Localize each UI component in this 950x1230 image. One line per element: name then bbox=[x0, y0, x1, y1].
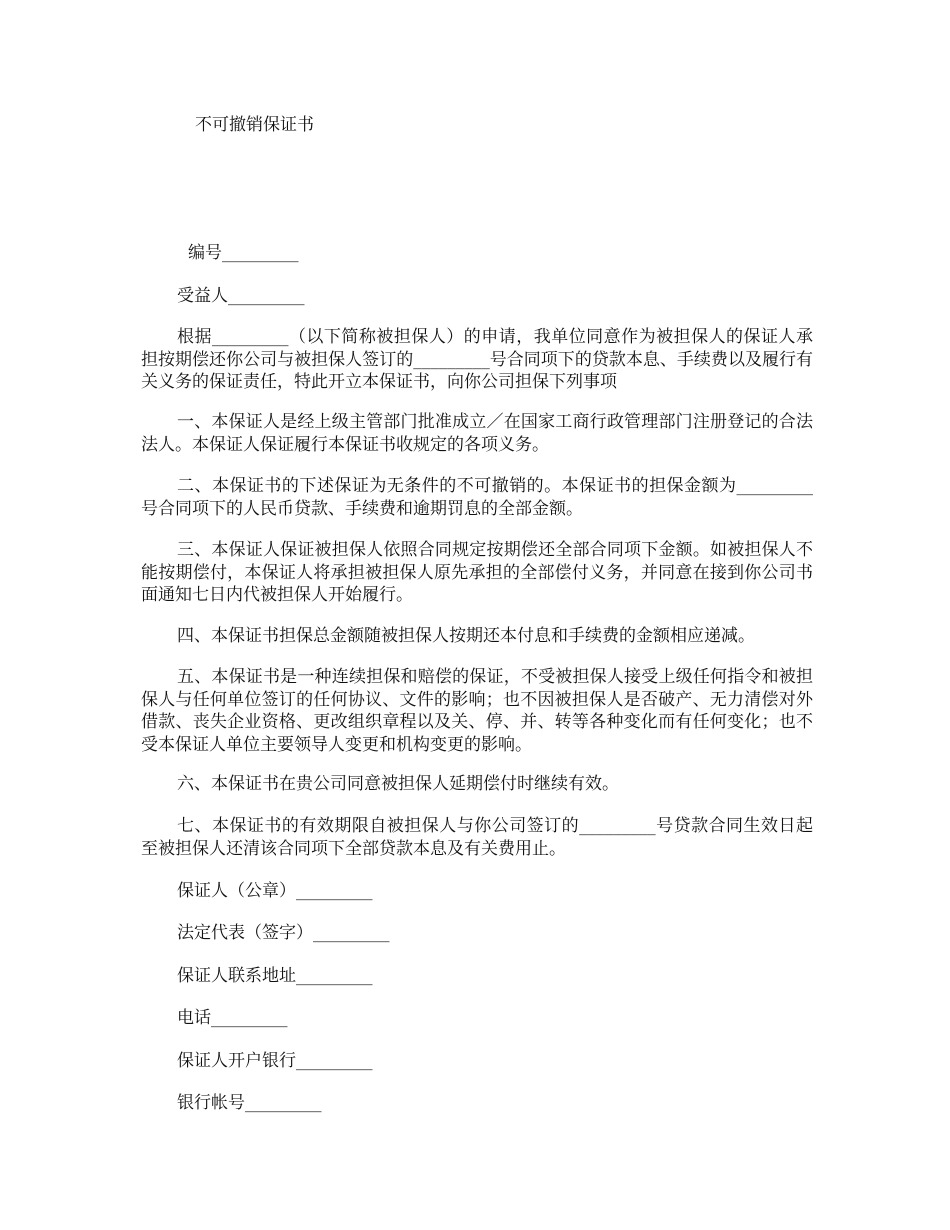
bank-account-line: 银行帐号_________ bbox=[177, 1093, 322, 1113]
guarantor-seal-line: 保证人（公章）_________ bbox=[177, 881, 373, 901]
paragraph-clause-4: 四、本保证书担保总金额随被担保人按期还本付息和手续费的金额相应递减。 bbox=[177, 626, 755, 646]
paragraph-clause-7: 七、本保证书的有效期限自被担保人与你公司签订的_________号贷款合同生效日起至被担保人还清该合同项下全部贷款本息及有关费用止。 bbox=[141, 816, 813, 859]
guarantor-bank-line: 保证人开户银行_________ bbox=[177, 1051, 373, 1071]
paragraph-intro: 根据_________（以下简称被担保人）的申请，我单位同意作为被担保人的保证人承担按期偿还你公司与被担保人签订的_________号合同项下的贷款本息、手续费以及履行有关义务的保证责任，特此开立本保证书，向你公司担保下列事项 bbox=[141, 327, 813, 392]
paragraph-clause-3: 三、本保证人保证被担保人依照合同规定按期偿还全部合同项下金额。如被担保人不能按期偿付，本保证人将承担被担保人原先承担的全部偿付义务，并同意在接到你公司书面通知七日内代被担保人开始履行。 bbox=[141, 540, 813, 605]
legal-representative-line: 法定代表（签字）_________ bbox=[177, 923, 390, 943]
paragraph-clause-1: 一、本保证人是经上级主管部门批准成立／在国家工商行政管理部门注册登记的合法法人。本保证人保证履行本保证书收规定的各项义务。 bbox=[141, 412, 813, 455]
paragraph-clause-5: 五、本保证书是一种连续担保和赔偿的保证，不受被担保人接受上级任何指令和被担保人与任何单位签订的任何协议、文件的影响；也不因被担保人是否破产、无力清偿对外借款、丧失企业资格、更改组织章程以及关、停、并、转等各种变化而有任何变化；也不受本保证人单位主要领导人变更和机构变更的影响。 bbox=[141, 667, 813, 755]
paragraph-clause-2: 二、本保证书的下述保证为无条件的不可撤销的。本保证书的担保金额为_________号合同项下的人民币贷款、手续费和逾期罚息的全部金额。 bbox=[141, 476, 813, 519]
document-title: 不可撤销保证书 bbox=[195, 115, 314, 135]
beneficiary-line: 受益人_________ bbox=[177, 286, 305, 306]
number-line: 编号_________ bbox=[188, 243, 299, 263]
phone-line: 电话_________ bbox=[177, 1008, 288, 1028]
guarantor-address-line: 保证人联系地址_________ bbox=[177, 966, 373, 986]
paragraph-clause-6: 六、本保证书在贵公司同意被担保人延期偿付时继续有效。 bbox=[177, 774, 619, 794]
